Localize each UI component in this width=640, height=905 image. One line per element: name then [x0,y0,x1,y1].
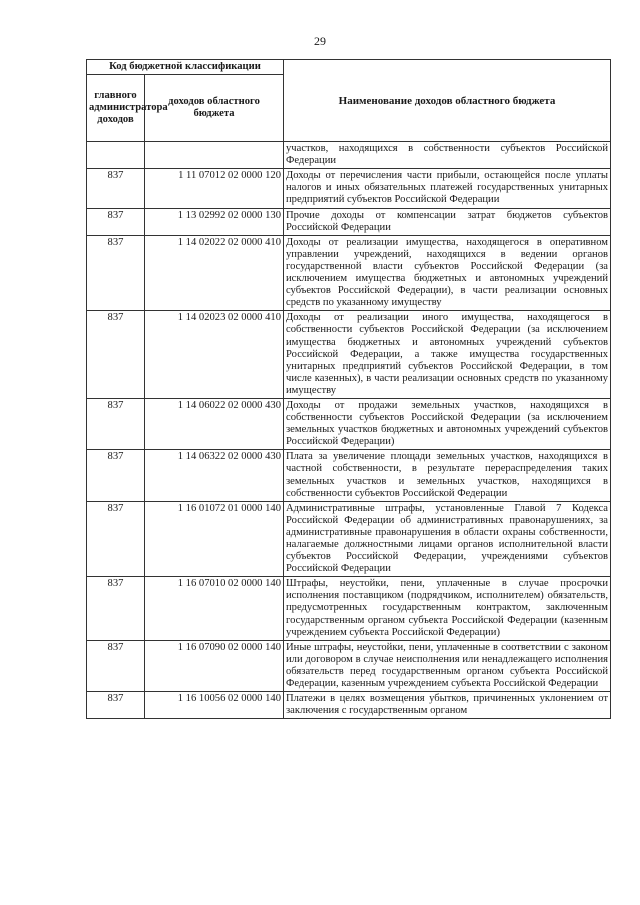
admin-code-cell [87,142,145,169]
admin-code-cell: 837 [87,398,145,449]
income-code-cell: 1 16 07010 02 0000 140 [145,577,284,640]
income-name-cell: Прочие доходы от компенсации затрат бюджетов субъектов Российской Федерации [284,208,611,235]
table-row [87,398,611,449]
table-row [87,208,611,235]
income-code-cell: 1 11 07012 02 0000 120 [145,169,284,208]
income-code-cell: 1 14 02022 02 0000 410 [145,235,284,311]
income-code-cell: 1 13 02992 02 0000 130 [145,208,284,235]
income-name-cell: Доходы от реализации имущества, находящегося в оперативном управлении учреждений, находящихся в ведении органов государственной власти субъектов Российской Федерации (за исключением имущества бюджетных и автономных учреждений субъектов Российской Федерации), в части реализации основных средств по указанному имуществу [284,235,611,311]
admin-code-cell: 837 [87,577,145,640]
income-name-cell: Административные штрафы, установленные Главой 7 Кодекса Российской Федерации об административных правонарушениях, за административные правонарушения в области охраны собственности, налагаемые должностными лицами органов исполнительной власти субъектов Российской Федерации, учреждениями субъектов Российской Федерации [284,501,611,577]
table-row [87,640,611,691]
income-name-cell: Плата за увеличение площади земельных участков, находящихся в частной собственности, в результате перераспределения таких земельных участков и земельных участков, находящихся в собственности субъектов Российской Федерации [284,450,611,501]
admin-code-cell: 837 [87,169,145,208]
admin-code-cell: 837 [87,311,145,399]
income-code-cell: 1 16 01072 01 0000 140 [145,501,284,577]
admin-code-cell: 837 [87,235,145,311]
income-code-cell: 1 16 10056 02 0000 140 [145,692,284,719]
income-name-cell: Иные штрафы, неустойки, пени, уплаченные в соответствии с законом или договором в случае неисполнения или ненадлежащего исполнения обязательств перед государственным органом субъекта Российской Федерации, казенным учреждением субъекта Российской Федерации [284,640,611,691]
table-row [87,169,611,208]
admin-code-cell: 837 [87,450,145,501]
admin-code-cell: 837 [87,692,145,719]
income-header: доходов областного бюджета [145,75,284,142]
admin-code-cell: 837 [87,208,145,235]
page-number: 29 [314,34,326,48]
income-code-cell: 1 14 06022 02 0000 430 [145,398,284,449]
budget-classification-table [86,59,611,719]
table-row [87,692,611,719]
table-row [87,501,611,577]
table-row [87,311,611,399]
admin-header: главного администратора доходов [87,75,145,142]
income-code-cell: 1 16 07090 02 0000 140 [145,640,284,691]
table-body [87,142,611,719]
kbk-header: Код бюджетной классификации [87,60,284,75]
table-row [87,142,611,169]
name-header: Наименование доходов областного бюджета [284,60,611,142]
table-row [87,450,611,501]
income-code-cell [145,142,284,169]
income-name-cell: Доходы от продажи земельных участков, находящихся в собственности субъектов Российской Федерации (за исключением земельных участков бюджетных и автономных учреждений субъектов Российской Федерации) [284,398,611,449]
table-header-row [87,60,611,75]
income-name-cell: Доходы от реализации иного имущества, находящегося в собственности субъектов Российской Федерации (за исключением имущества бюджетных и автономных учреждений субъектов Российской Федерации, а также имущества государственных унитарных предприятий субъектов Российской Федерации, в том числе казенных), в части реализации основных средств по указанному имуществу [284,311,611,399]
admin-code-cell: 837 [87,501,145,577]
income-name-cell: Доходы от перечисления части прибыли, остающейся после уплаты налогов и иных обязательных платежей государственных унитарных предприятий субъектов Российской Федерации [284,169,611,208]
income-name-cell: участков, находящихся в собственности субъектов Российской Федерации [284,142,611,169]
table-row [87,577,611,640]
income-code-cell: 1 14 02023 02 0000 410 [145,311,284,399]
table-row [87,235,611,311]
income-code-cell: 1 14 06322 02 0000 430 [145,450,284,501]
income-name-cell: Платежи в целях возмещения убытков, причиненных уклонением от заключения с государственным органом [284,692,611,719]
income-name-cell: Штрафы, неустойки, пени, уплаченные в случае просрочки исполнения поставщиком (подрядчиком, исполнителем) обязательств, предусмотренных государственным контрактом, заключенным государственным органом субъекта Российской Федерации (казенным учреждением субъекта Российской Федерации) [284,577,611,640]
admin-code-cell: 837 [87,640,145,691]
